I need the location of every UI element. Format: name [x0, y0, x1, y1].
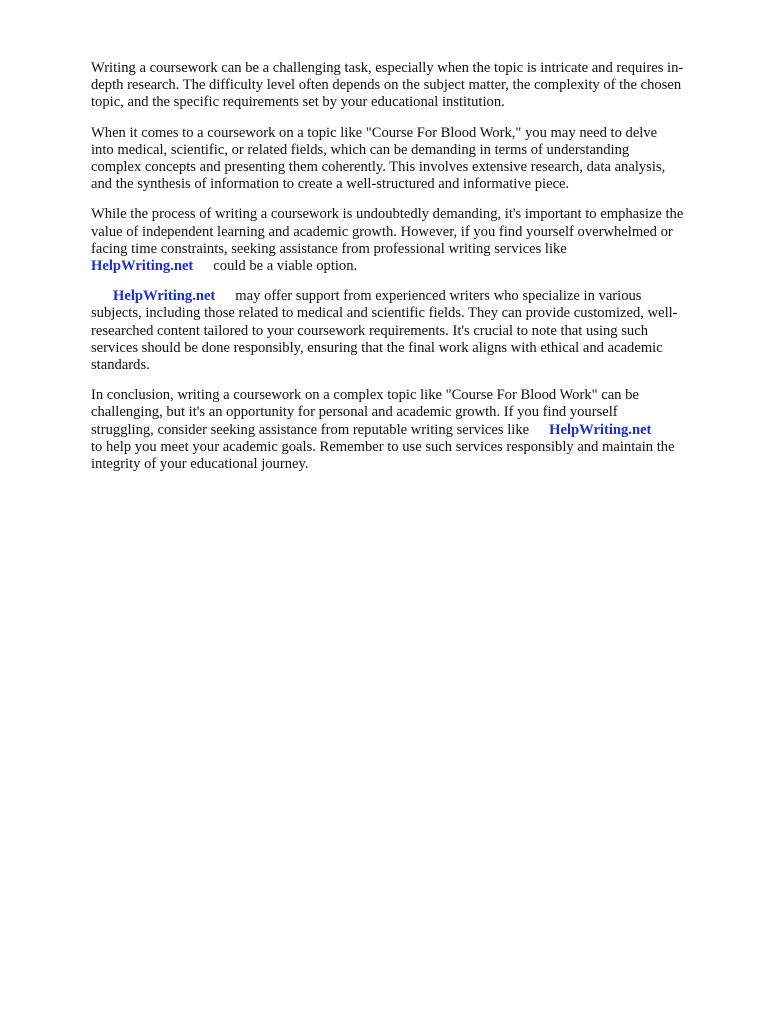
text-line: standards. [91, 357, 150, 374]
text-line: subjects, including those related to medical and scientific fields. They can provide customized, well- [91, 305, 678, 322]
text-line [91, 422, 723, 439]
text-line: into medical, scientific, or related fields, which can be demanding in terms of understanding [91, 141, 630, 158]
text-fragment: struggling, consider seeking assistance from reputable writing services like [91, 421, 530, 438]
text-line: depth research. The difficulty level often depends on the subject matter, the complexity of the chosen [91, 77, 682, 94]
text-line: services should be done responsibly, ensuring that the final work aligns with ethical and academic [91, 339, 663, 356]
document-body [91, 60, 723, 486]
paragraph-intro [91, 60, 723, 112]
text-line [91, 258, 723, 275]
text-fragment: may offer support from experienced writers who specialize in various [235, 288, 642, 305]
text-line: and the synthesis of information to create a well-structured and informative piece. [91, 176, 570, 193]
text-line: value of independent learning and academic growth. However, if you find yourself overwhelmed or [91, 223, 673, 240]
text-line: complex concepts and presenting them coherently. This involves extensive research, data analysis, [91, 159, 666, 176]
text-line: to help you meet your academic goals. Remember to use such services responsibly and maintain the [91, 438, 675, 455]
helpwriting-link[interactable]: HelpWriting.net [113, 288, 216, 305]
paragraph-process [91, 206, 723, 275]
text-fragment: could be a viable option. [213, 258, 358, 275]
text-line: researched content tailored to your coursework requirements. It's crucial to note that using such [91, 322, 649, 339]
paragraph-service [91, 288, 723, 374]
text-line: In conclusion, writing a coursework on a complex topic like "Course For Blood Work" can be [91, 387, 639, 404]
paragraph-conclusion [91, 387, 723, 473]
helpwriting-link[interactable]: HelpWriting.net [91, 258, 194, 275]
text-line: Writing a coursework can be a challenging task, especially when the topic is intricate and requires in- [91, 60, 684, 76]
paragraph-topic [91, 125, 723, 194]
text-line: While the process of writing a coursework is undoubtedly demanding, it's important to emphasize the [91, 206, 684, 223]
text-line [91, 288, 723, 305]
text-line: topic, and the specific requirements set by your educational institution. [91, 94, 505, 111]
text-line: facing time constraints, seeking assistance from professional writing services like [91, 240, 567, 257]
text-line: integrity of your educational journey. [91, 456, 309, 473]
text-line: challenging, but it's an opportunity for personal and academic growth. If you find yourself [91, 404, 618, 421]
helpwriting-link[interactable]: HelpWriting.net [549, 421, 652, 438]
text-line: When it comes to a coursework on a topic like "Course For Blood Work," you may need to delve [91, 124, 658, 141]
